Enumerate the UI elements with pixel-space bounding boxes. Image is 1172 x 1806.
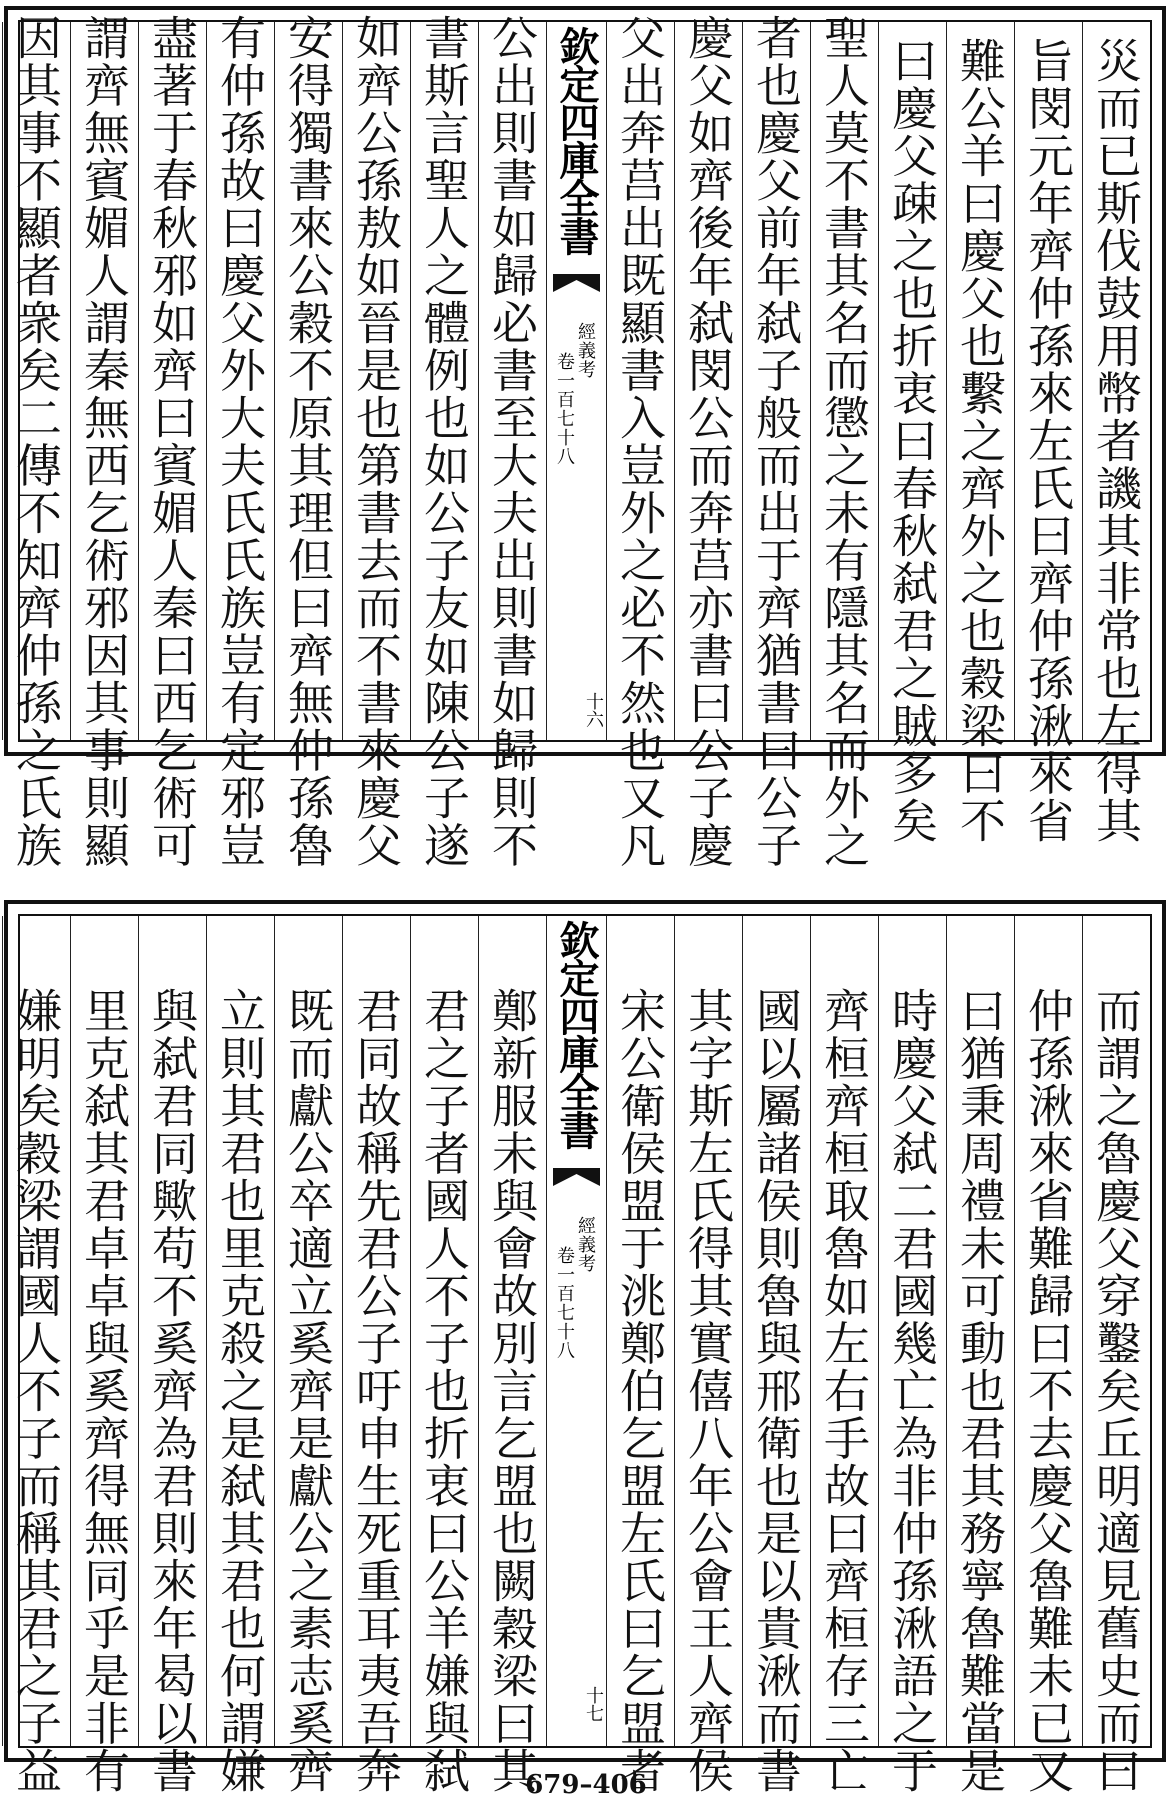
center-margin (546, 22, 606, 740)
header-title: 欽定四庫全書 (553, 26, 600, 254)
book-name: 經義考 (575, 1216, 596, 1273)
text-column (606, 916, 674, 1795)
text-column (946, 22, 1014, 845)
page-footer-number: 679–406 (525, 1770, 647, 1800)
folio-number: 十七 (583, 1686, 604, 1722)
column-text: 嫌明矣穀梁謂國人不子而稱其君之子益 (9, 987, 63, 1795)
text-column (1014, 22, 1082, 845)
text-column (810, 13, 878, 869)
text-column (274, 916, 342, 1795)
column-text: 齊桓齊桓取魯如左右手故曰齊桓存三亡 (817, 987, 871, 1795)
text-column (674, 916, 742, 1795)
column-text: 盡著于春秋邪如齊曰賓媚人秦曰西乞術可 (145, 13, 199, 869)
column-text: 而謂之魯慶父穿鑿矣丘明適見舊史而曰 (1089, 987, 1143, 1795)
column-text: 有仲孫故曰慶父外大夫氏氏族豈有定邪豈 (213, 13, 267, 869)
column-text: 聖人莫不書其名而懲之未有隱其名而外之 (817, 13, 871, 869)
column-text: 慶父如齊後年弑閔公而奔莒亦書曰公子慶 (681, 13, 735, 869)
volume-number: 卷一百七十八 (554, 1246, 575, 1360)
text-column (410, 13, 478, 869)
column-text: 謂齊無賓媚人謂秦無西乞術邪因其事則顯 (77, 13, 131, 869)
center-margin (546, 916, 606, 1746)
fishtail-mark-icon (553, 274, 600, 292)
text-column (1082, 916, 1150, 1795)
text-column (2, 13, 70, 869)
text-column (70, 916, 138, 1795)
text-column (1082, 22, 1150, 845)
fishtail-mark-icon (553, 1168, 600, 1186)
text-column (206, 916, 274, 1795)
text-column (742, 13, 810, 869)
text-column (342, 13, 410, 869)
column-text: 與弑君同歟苟不奚齊為君則來年曷以書 (145, 987, 199, 1795)
text-column (342, 916, 410, 1795)
text-column (274, 13, 342, 869)
top-page-columns (9, 13, 1150, 869)
text-column (674, 13, 742, 869)
text-column (1014, 916, 1082, 1795)
column-text: 君之子者國人不子也折衷曰公羊嫌與弑 (417, 987, 471, 1795)
column-text: 因其事不顯者衆矣二傳不知齊仲孫之氏族 (9, 13, 63, 869)
column-text: 災而已斯伐鼓用幣者譏其非常也左得其 (1089, 37, 1143, 845)
column-text: 君同故稱先君公子吁申生死重耳夷吾奔 (349, 987, 403, 1795)
column-text: 者也慶父前年弑子般而出于齊猶書曰公子 (749, 13, 803, 869)
column-text: 既而獻公卒適立奚齊是獻公之素志奚齊 (281, 987, 335, 1795)
column-text: 公出則書如歸必書至大夫出則書如歸則不 (485, 13, 539, 869)
text-column (742, 916, 810, 1795)
text-column (810, 916, 878, 1795)
text-column (946, 916, 1014, 1795)
column-text: 其字斯左氏得其實僖八年公會王人齊侯 (681, 987, 735, 1795)
text-column (138, 13, 206, 869)
column-text: 里克弑其君卓卓與奚齊得無同乎是非有 (77, 987, 131, 1795)
column-text: 安得獨書來公穀不原其理但曰齊無仲孫魯 (281, 13, 335, 869)
column-text: 立則其君也里克殺之是弑其君也何謂嫌 (213, 987, 267, 1795)
column-text: 曰猶秉周禮未可動也君其務寧魯難當是 (953, 987, 1007, 1795)
text-column (878, 22, 946, 845)
text-column (478, 13, 546, 869)
text-column (2, 916, 70, 1795)
column-text: 書斯言聖人之體例也如公子友如陳公子遂 (417, 13, 471, 869)
top-page (4, 6, 1166, 869)
text-column (206, 13, 274, 869)
text-column (410, 916, 478, 1795)
column-text: 如齊公孫敖如晉是也第書去而不書來慶父 (349, 13, 403, 869)
text-column (878, 916, 946, 1795)
column-text: 仲孫湫來省難歸曰不去慶父魯難未已又 (1021, 987, 1075, 1795)
text-column (70, 13, 138, 869)
folio-number: 十六 (583, 692, 604, 728)
column-text: 國以屬諸侯則魯與邢衛也是以貴湫而書 (749, 987, 803, 1795)
column-text: 旨閔元年齊仲孫來左氏曰齊仲孫湫來省 (1021, 37, 1075, 845)
header-title: 欽定四庫全書 (553, 920, 600, 1148)
column-text: 時慶父弑二君國幾亡為非仲孫湫語之于 (885, 987, 939, 1795)
volume-number: 卷一百七十八 (554, 352, 575, 466)
column-text: 宋公衛侯盟于洮鄭伯乞盟左氏曰乞盟者 (613, 987, 667, 1795)
column-text: 父出奔莒出既顯書入豈外之必不然也又凡 (613, 13, 667, 869)
column-text: 曰慶父疎之也折衷曰春秋弑君之賊多矣 (885, 37, 939, 845)
text-column (138, 916, 206, 1795)
book-name: 經義考 (575, 322, 596, 379)
text-column (606, 13, 674, 869)
column-text: 鄭新服未與會故別言乞盟也闕穀梁曰其 (485, 987, 539, 1795)
text-column (478, 916, 546, 1795)
column-text: 難公羊曰慶父也繫之齊外之也穀梁曰不 (953, 37, 1007, 845)
